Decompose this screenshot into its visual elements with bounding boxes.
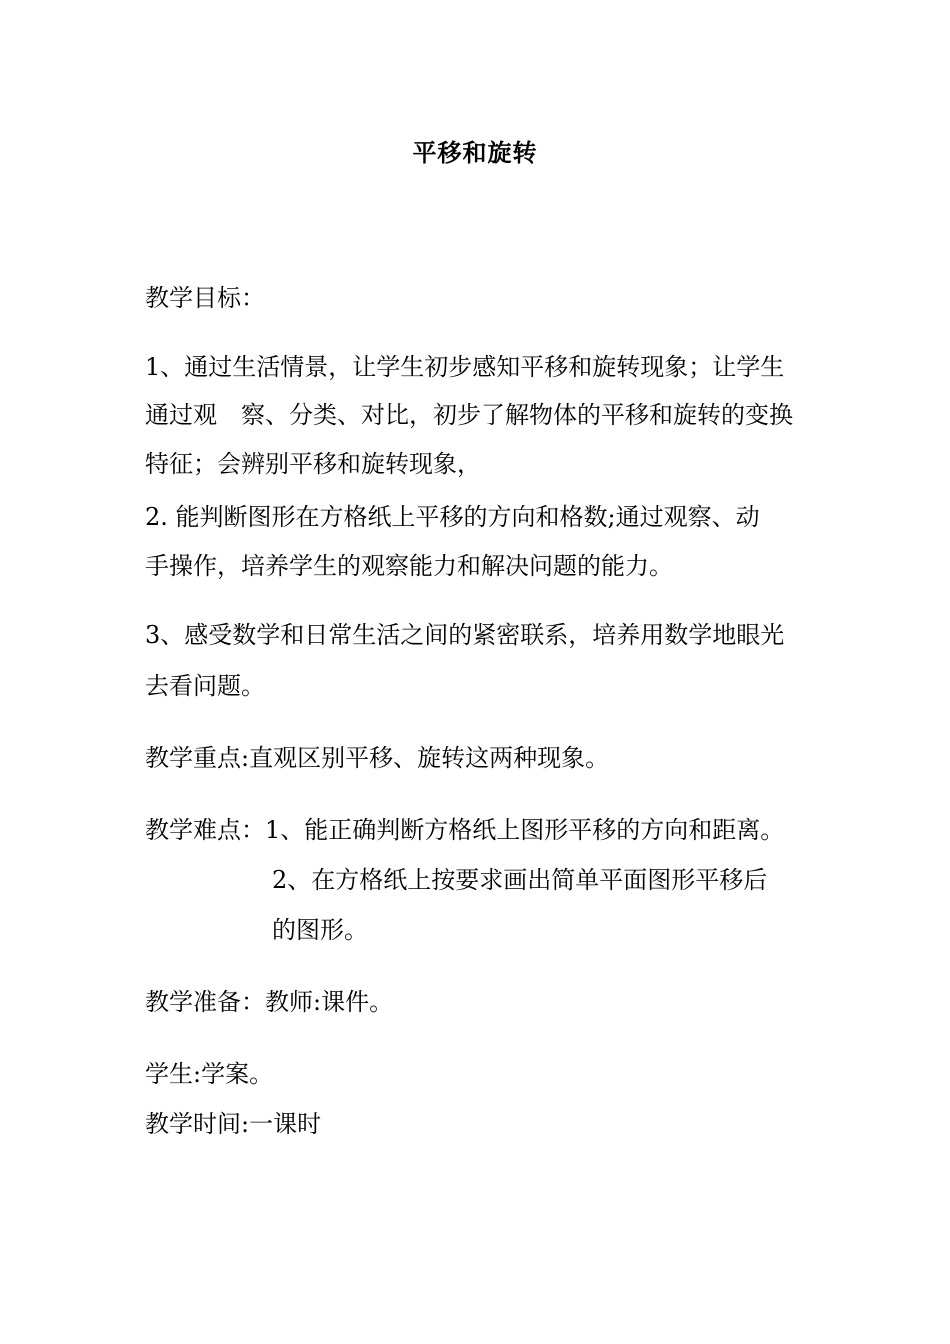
student-preparation: 学生:学案。 xyxy=(145,1060,274,1088)
key-point: 教学重点:直观区别平移、旋转这两种现象。 xyxy=(145,744,610,772)
goal-1-line-2: 通过观 察、分类、对比，初步了解物体的平移和旋转的变换 xyxy=(145,401,793,429)
goal-2-line-1: 2. 能判断图形在方格纸上平移的方向和格数;通过观察、动 xyxy=(145,503,760,531)
goal-3-line-1: 3、感受数学和日常生活之间的紧密联系，培养用数学地眼光 xyxy=(145,621,785,649)
teaching-time: 教学时间:一课时 xyxy=(145,1110,322,1138)
goal-1-line-3: 特征；会辨别平移和旋转现象， xyxy=(145,450,481,478)
goal-3-line-2: 去看问题。 xyxy=(145,672,265,700)
goal-1-line-1: 1、通过生活情景，让学生初步感知平移和旋转现象；让学生 xyxy=(145,353,785,381)
document-title: 平移和旋转 xyxy=(412,138,538,167)
difficulty-line-1: 教学难点：1、能正确判断方格纸上图形平移的方向和距离。 xyxy=(145,816,785,844)
difficulty-line-2: 2、在方格纸上按要求画出简单平面图形平移后 xyxy=(272,866,768,894)
goal-2-line-2: 手操作，培养学生的观察能力和解决问题的能力。 xyxy=(145,552,673,580)
preparation: 教学准备：教师:课件。 xyxy=(145,988,394,1016)
goals-heading: 教学目标： xyxy=(145,284,265,312)
difficulty-line-3: 的图形。 xyxy=(272,916,368,944)
